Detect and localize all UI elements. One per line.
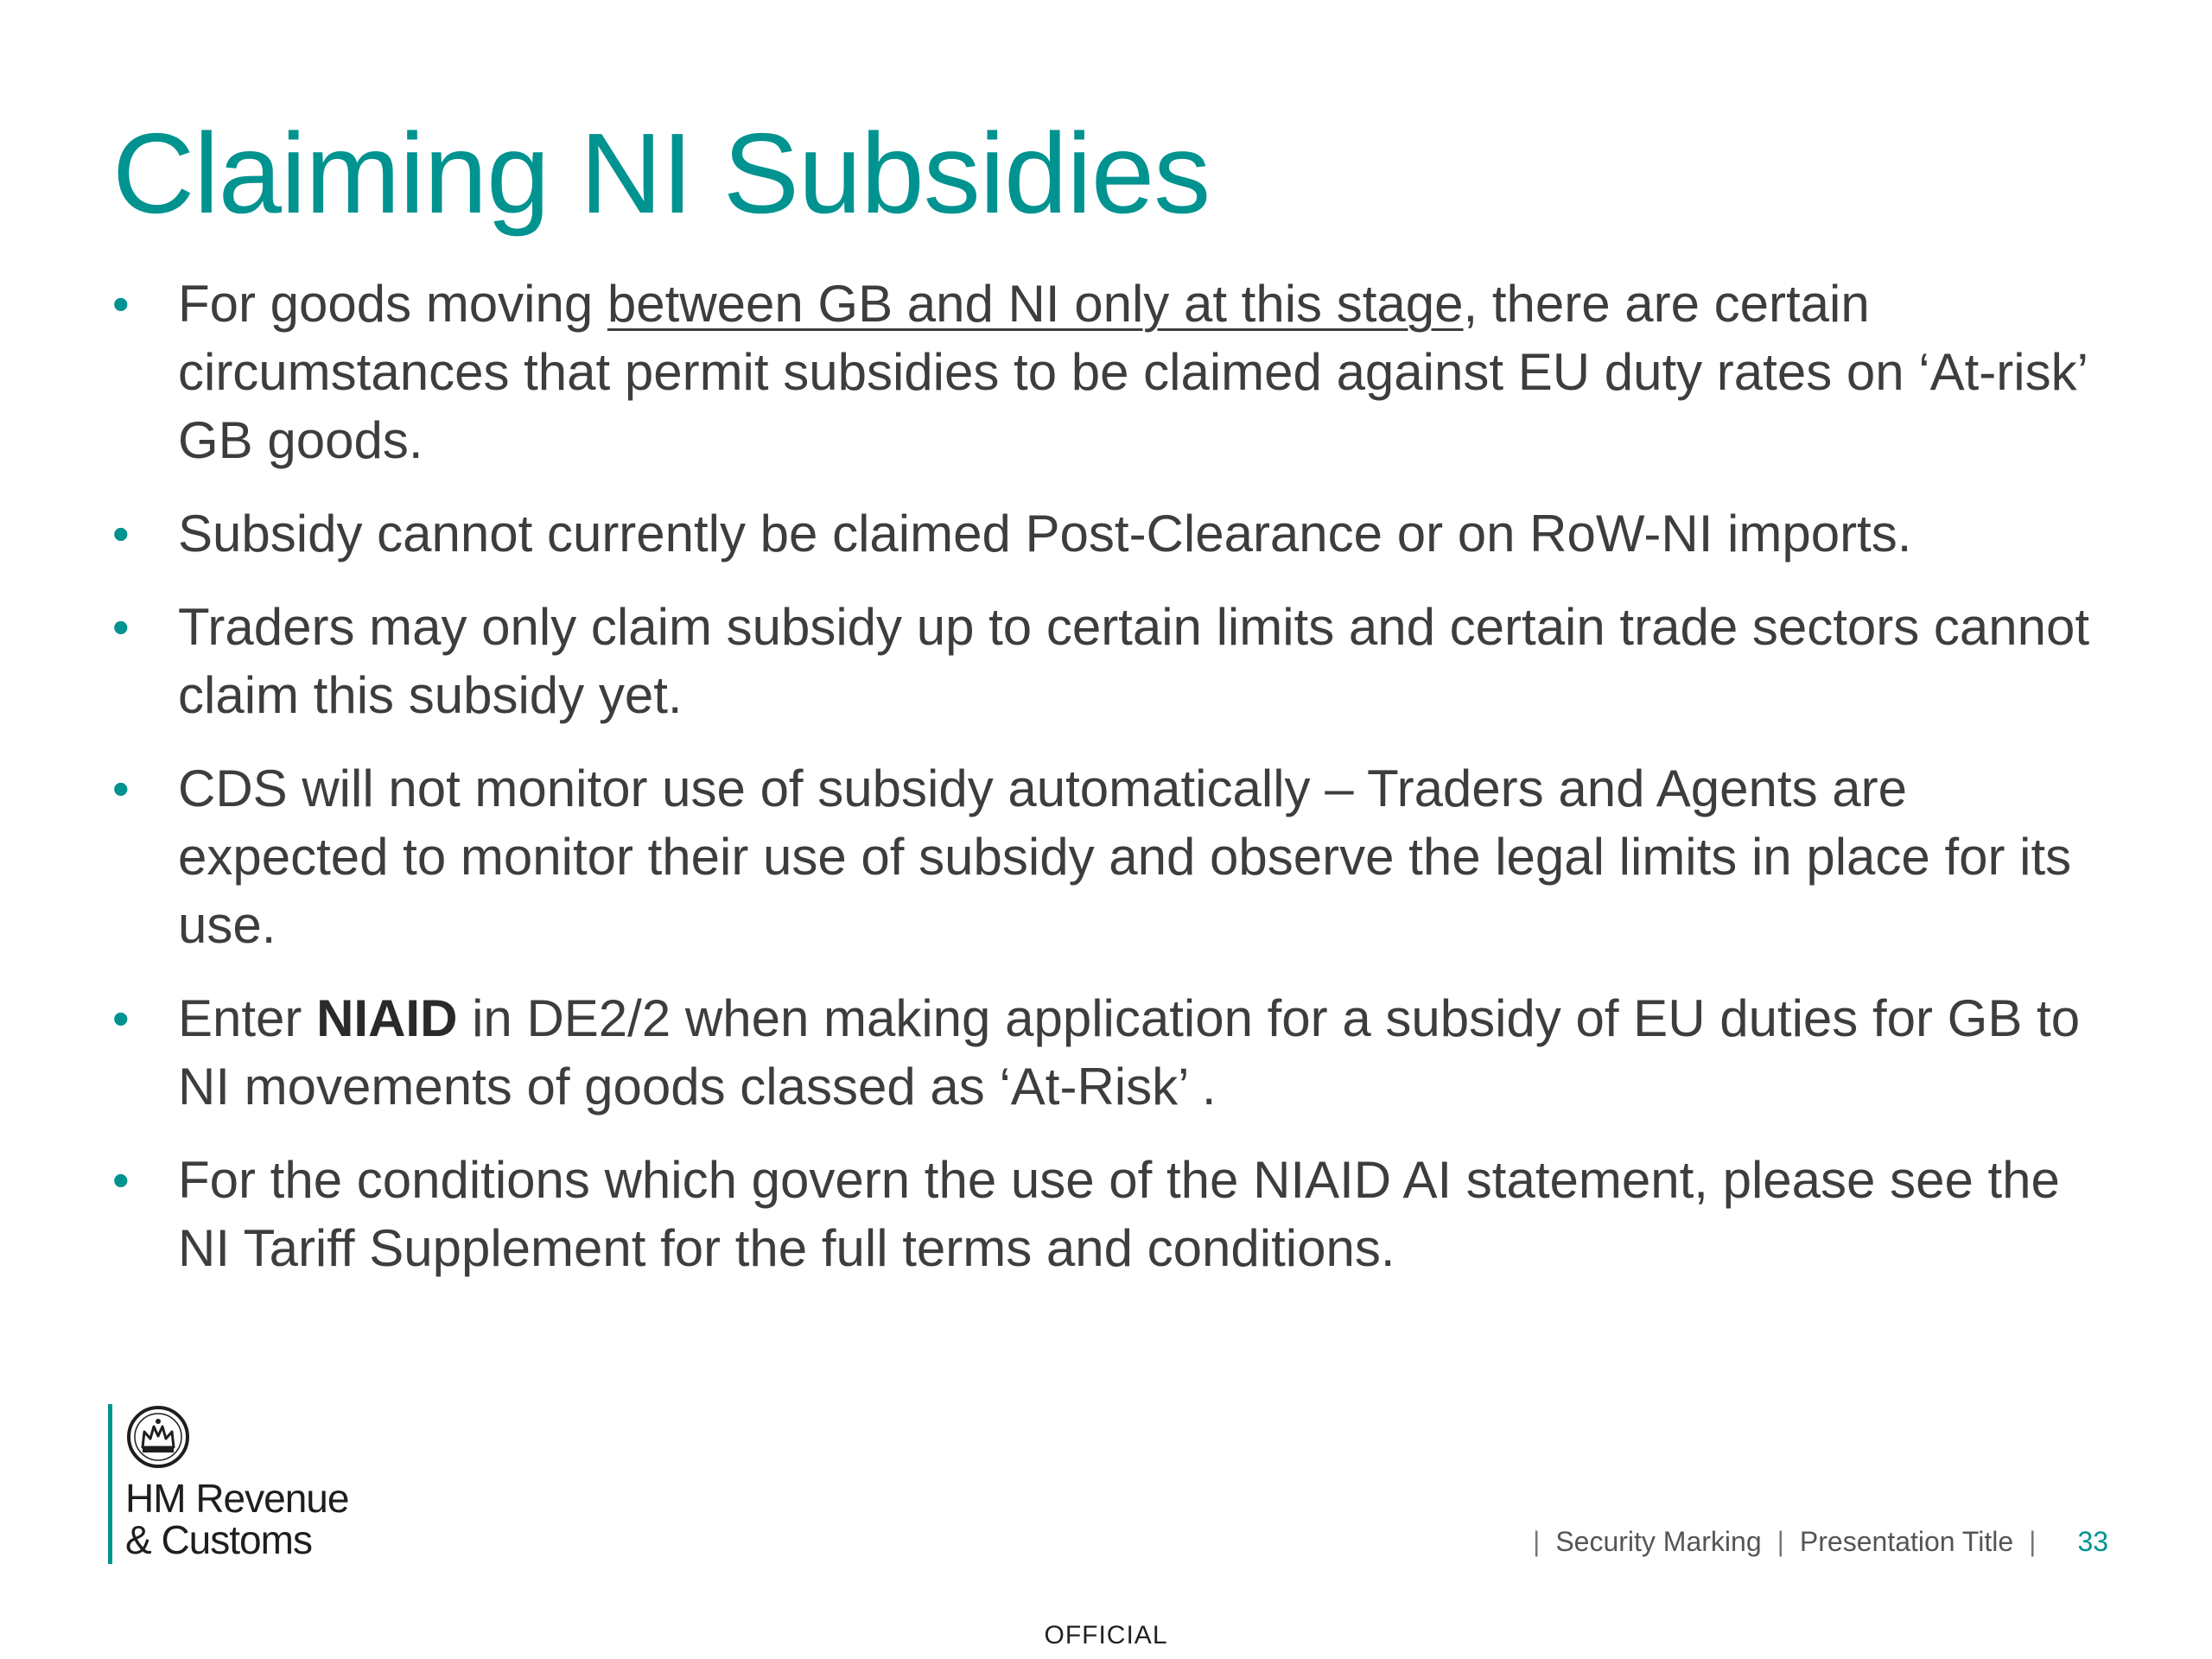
bullet-item [112,984,2126,1121]
slide-footer [1517,1522,2108,1560]
bullet-marker: • [112,276,130,331]
bullet-marker: • [112,1153,130,1207]
bullet-item [112,754,2126,959]
bullet-text: CDS will not monitor use of subsidy automatically – Traders and Agents are expected to monitor their use of subsidy and observe the legal limits in place for its use. [178,760,2072,954]
page-number: 33 [2077,1526,2109,1557]
classification-label: OFFICIAL [1044,1621,1168,1649]
bullet-item [112,270,2126,474]
footer-separator: | [1533,1526,1541,1557]
bullet-text: , there are certain circumstances that permit subsidies to be claimed against EU duty rates on ‘At-risk’ GB goods. [178,275,2087,469]
bullet-text: Enter [178,989,317,1047]
logo-text-line-2: & Customs [125,1517,312,1562]
logo-text-line-1: HM Revenue [125,1476,349,1521]
hmrc-logo [108,1404,385,1564]
bullet-text: Traders may only claim subsidy up to certain limits and certain trade sectors cannot claim this subsidy yet. [178,598,2090,724]
bullet-underlined-text: between GB and NI only at this stage [607,275,1464,333]
bullet-item [112,499,2126,568]
bullet-text: For goods moving [178,275,607,333]
bullet-list [112,270,2126,1307]
bullet-marker: • [112,600,130,654]
bullet-marker: • [112,761,130,816]
bullet-marker: • [112,506,130,561]
footer-security-marking: Security Marking [1555,1526,1762,1557]
crown-crest-icon [125,1404,191,1470]
footer-separator: | [1777,1526,1784,1557]
slide-title: Claiming NI Subsidies [112,110,1211,237]
bullet-text: Subsidy cannot currently be claimed Post-Clearance or on RoW-NI imports. [178,505,1912,563]
bullet-text: For the conditions which govern the use of the NIAID AI statement, please see the NI Tariff Supplement for the full terms and conditions. [178,1151,2060,1277]
bullet-text: in DE2/2 when making application for a subsidy of EU duties for GB to NI movements of goods classed as ‘At-Risk’ . [178,989,2081,1116]
bullet-marker: • [112,991,130,1046]
bullet-bold-text: NIAID [316,989,458,1047]
footer-presentation-title: Presentation Title [1799,1526,2014,1557]
footer-separator: | [2029,1526,2037,1557]
bullet-item [112,593,2126,729]
bullet-item [112,1146,2126,1282]
logo-accent-bar [108,1404,112,1564]
